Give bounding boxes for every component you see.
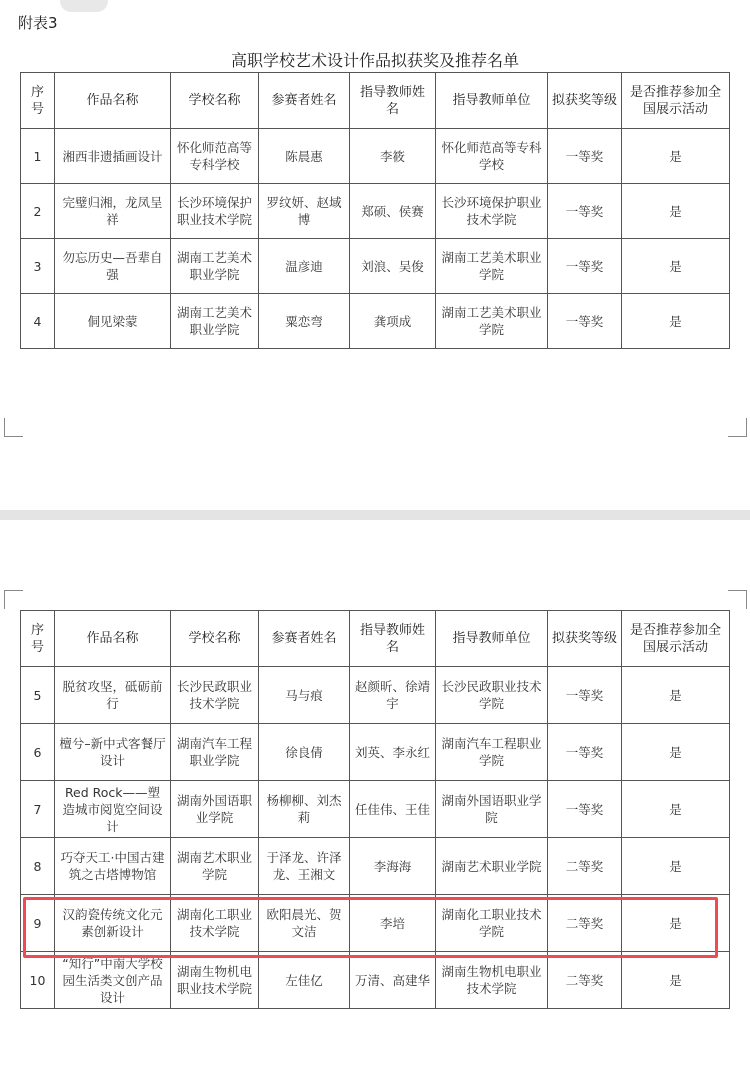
header-cell: 序号 bbox=[21, 73, 55, 129]
cell-level: 一等奖 bbox=[548, 667, 622, 724]
cell-teacher: 任佳伟、王佳 bbox=[350, 781, 436, 838]
cell-school: 湖南艺术职业学院 bbox=[171, 838, 259, 895]
cell-school: 长沙民政职业技术学院 bbox=[171, 667, 259, 724]
cell-entrant: 马与痕 bbox=[259, 667, 350, 724]
cell-teacher: 刘英、李永红 bbox=[350, 724, 436, 781]
cell-recommend: 是 bbox=[622, 129, 730, 184]
header-cell: 指导教师单位 bbox=[436, 73, 548, 129]
cell-school: 湖南化工职业技术学院 bbox=[171, 895, 259, 952]
cell-recommend: 是 bbox=[622, 724, 730, 781]
cell-entrant: 于泽龙、许泽龙、王湘文 bbox=[259, 838, 350, 895]
cell-school: 长沙环境保护职业技术学院 bbox=[171, 184, 259, 239]
cell-recommend: 是 bbox=[622, 667, 730, 724]
page-corner-mark bbox=[4, 418, 23, 437]
cell-recommend: 是 bbox=[622, 294, 730, 349]
cell-recommend: 是 bbox=[622, 952, 730, 1009]
cell-level: 一等奖 bbox=[548, 129, 622, 184]
page-corner-mark bbox=[728, 590, 747, 609]
cell-work: Red Rock——塑造城市阅览空间设计 bbox=[55, 781, 171, 838]
cell-unit: 湖南汽车工程职业学院 bbox=[436, 724, 548, 781]
cell-school: 湖南生物机电职业技术学院 bbox=[171, 952, 259, 1009]
cell-school: 湖南工艺美术职业学院 bbox=[171, 294, 259, 349]
header-cell: 序号 bbox=[21, 611, 55, 667]
cell-level: 二等奖 bbox=[548, 952, 622, 1009]
table-row bbox=[21, 294, 730, 349]
table-row bbox=[21, 129, 730, 184]
table-row bbox=[21, 781, 730, 838]
header-cell: 作品名称 bbox=[55, 611, 171, 667]
table-header-row bbox=[21, 73, 730, 129]
cell-entrant: 左佳亿 bbox=[259, 952, 350, 1009]
table-header-row bbox=[21, 611, 730, 667]
header-cell: 指导教师单位 bbox=[436, 611, 548, 667]
cell-recommend: 是 bbox=[622, 895, 730, 952]
cell-entrant: 粟恋弯 bbox=[259, 294, 350, 349]
table-row bbox=[21, 724, 730, 781]
cell-no: 7 bbox=[21, 781, 55, 838]
row-highlight-annotation bbox=[23, 897, 718, 958]
cell-entrant: 温彦迪 bbox=[259, 239, 350, 294]
page-separator bbox=[0, 510, 750, 520]
cell-level: 一等奖 bbox=[548, 239, 622, 294]
cell-level: 一等奖 bbox=[548, 294, 622, 349]
cell-recommend: 是 bbox=[622, 184, 730, 239]
cell-no: 5 bbox=[21, 667, 55, 724]
cell-recommend: 是 bbox=[622, 838, 730, 895]
header-cell: 参赛者姓名 bbox=[259, 73, 350, 129]
cell-entrant: 杨柳柳、刘杰莉 bbox=[259, 781, 350, 838]
award-table-page-1 bbox=[20, 72, 730, 349]
cell-work: 汉韵瓷传统文化元素创新设计 bbox=[55, 895, 171, 952]
cell-teacher: 李培 bbox=[350, 895, 436, 952]
table-row bbox=[21, 667, 730, 724]
cell-teacher: 赵颜昕、徐靖宇 bbox=[350, 667, 436, 724]
cell-teacher: 郑硕、侯赛 bbox=[350, 184, 436, 239]
cell-work: 侗见梁蒙 bbox=[55, 294, 171, 349]
header-cell: 指导教师姓名 bbox=[350, 611, 436, 667]
cell-no: 1 bbox=[21, 129, 55, 184]
cell-teacher: 龚项成 bbox=[350, 294, 436, 349]
cell-school: 湖南工艺美术职业学院 bbox=[171, 239, 259, 294]
header-cell: 拟获奖等级 bbox=[548, 611, 622, 667]
cell-recommend: 是 bbox=[622, 239, 730, 294]
header-cell: 学校名称 bbox=[171, 611, 259, 667]
cell-teacher: 李筱 bbox=[350, 129, 436, 184]
cell-no: 3 bbox=[21, 239, 55, 294]
cell-school: 怀化师范高等专科学校 bbox=[171, 129, 259, 184]
header-cell: 参赛者姓名 bbox=[259, 611, 350, 667]
cell-unit: 湖南工艺美术职业学院 bbox=[436, 294, 548, 349]
cell-teacher: 万清、高建华 bbox=[350, 952, 436, 1009]
cell-work: 完璧归湘，龙凤呈祥 bbox=[55, 184, 171, 239]
table-row bbox=[21, 184, 730, 239]
cell-level: 一等奖 bbox=[548, 781, 622, 838]
header-cell: 学校名称 bbox=[171, 73, 259, 129]
cell-no: 9 bbox=[21, 895, 55, 952]
table-row bbox=[21, 239, 730, 294]
cell-level: 一等奖 bbox=[548, 184, 622, 239]
page-indicator-badge bbox=[60, 0, 108, 12]
header-cell: 拟获奖等级 bbox=[548, 73, 622, 129]
document-title: 高职学校艺术设计作品拟获奖及推荐名单 bbox=[230, 51, 519, 70]
cell-no: 8 bbox=[21, 838, 55, 895]
cell-work: 脱贫攻坚，砥砺前行 bbox=[55, 667, 171, 724]
cell-work: 湘西非遗插画设计 bbox=[55, 129, 171, 184]
cell-school: 湖南汽车工程职业学院 bbox=[171, 724, 259, 781]
cell-unit: 怀化师范高等专科学校 bbox=[436, 129, 548, 184]
cell-teacher: 李海海 bbox=[350, 838, 436, 895]
cell-unit: 湖南生物机电职业技术学院 bbox=[436, 952, 548, 1009]
header-cell: 是否推荐参加全国展示活动 bbox=[622, 611, 730, 667]
cell-unit: 湖南工艺美术职业学院 bbox=[436, 239, 548, 294]
cell-unit: 长沙环境保护职业技术学院 bbox=[436, 184, 548, 239]
cell-entrant: 徐良倩 bbox=[259, 724, 350, 781]
header-cell: 指导教师姓名 bbox=[350, 73, 436, 129]
header-cell: 作品名称 bbox=[55, 73, 171, 129]
cell-no: 6 bbox=[21, 724, 55, 781]
cell-work: 巧夺天工·中国古建筑之古塔博物馆 bbox=[55, 838, 171, 895]
cell-level: 二等奖 bbox=[548, 838, 622, 895]
cell-no: 10 bbox=[21, 952, 55, 1009]
table-row bbox=[21, 838, 730, 895]
cell-entrant: 欧阳晨光、贺文洁 bbox=[259, 895, 350, 952]
cell-unit: 湖南化工职业技术学院 bbox=[436, 895, 548, 952]
cell-unit: 长沙民政职业技术学院 bbox=[436, 667, 548, 724]
table-row bbox=[21, 952, 730, 1009]
cell-no: 4 bbox=[21, 294, 55, 349]
cell-entrant: 陈晨惠 bbox=[259, 129, 350, 184]
page-corner-mark bbox=[4, 590, 23, 609]
cell-level: 二等奖 bbox=[548, 895, 622, 952]
cell-work: 勿忘历史—吾辈自强 bbox=[55, 239, 171, 294]
header-cell: 是否推荐参加全国展示活动 bbox=[622, 73, 730, 129]
cell-work: 檀兮–新中式客餐厅设计 bbox=[55, 724, 171, 781]
cell-unit: 湖南艺术职业学院 bbox=[436, 838, 548, 895]
cell-level: 一等奖 bbox=[548, 724, 622, 781]
attachment-label: 附表3 bbox=[18, 14, 58, 32]
cell-entrant: 罗纹妍、赵域博 bbox=[259, 184, 350, 239]
cell-no: 2 bbox=[21, 184, 55, 239]
cell-recommend: 是 bbox=[622, 781, 730, 838]
page-corner-mark bbox=[728, 418, 747, 437]
cell-work: “知行”中南大学校园生活类文创产品设计 bbox=[55, 952, 171, 1009]
cell-teacher: 刘浪、吴俊 bbox=[350, 239, 436, 294]
cell-unit: 湖南外国语职业学院 bbox=[436, 781, 548, 838]
cell-school: 湖南外国语职业学院 bbox=[171, 781, 259, 838]
